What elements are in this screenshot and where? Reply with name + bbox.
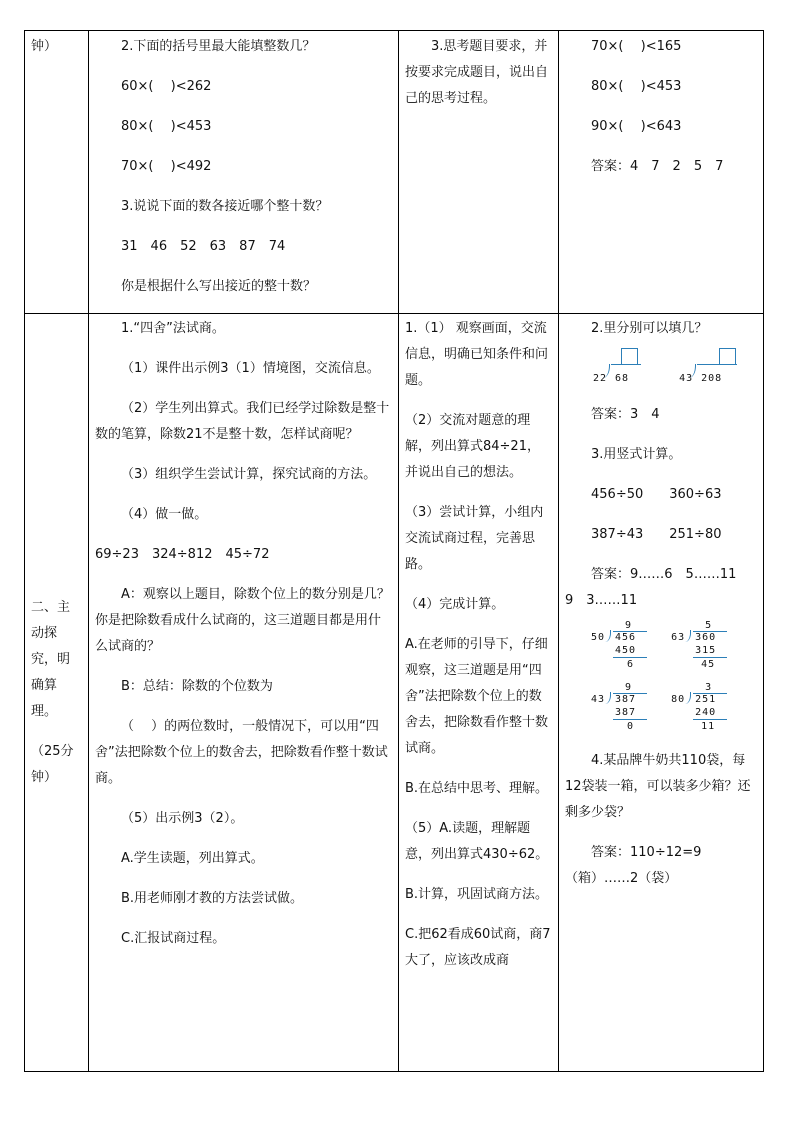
student-paragraph: C.把62看成60试商，商7大了，应该改成商 xyxy=(405,927,551,968)
dividend: 360 xyxy=(695,632,717,643)
quotient: 9 xyxy=(625,620,633,631)
exercise-item: 70×( )<165 xyxy=(591,39,682,54)
division-bar xyxy=(697,364,737,365)
quotient: 3 xyxy=(705,682,713,693)
long-division-2 xyxy=(671,620,747,672)
teacher-paragraph: （1）课件出示例3（1）情境图，交流信息。 xyxy=(121,361,380,376)
teacher-paragraph: （5）出示例3（2）。 xyxy=(121,811,244,826)
division-bracket xyxy=(689,364,696,378)
exercise-answer: 答案：4 7 2 5 7 xyxy=(591,159,724,174)
exercise-cell xyxy=(559,31,764,314)
student-paragraph: A.在老师的引导下，仔细观察，这三道题是用“四舍”法把除数个位上的数舍去，把除数看作整十数试商。 xyxy=(405,637,549,756)
exercise-cell xyxy=(559,314,764,1072)
dividend: 68 xyxy=(615,373,630,384)
division-row xyxy=(591,682,757,744)
exercise-item: 90×( )<643 xyxy=(591,119,682,134)
quotient: 5 xyxy=(705,620,713,631)
student-activity-cell xyxy=(399,31,559,314)
quotient: 9 xyxy=(625,682,633,693)
teacher-paragraph: A：观察以上题目，除数个位上的数分别是几？你是把除数看成什么试商的，这三道题目都是用什么试商的？ xyxy=(95,587,390,654)
q3-title: 3.说说下面的数各接近哪个整十数？ xyxy=(121,199,329,214)
exercise-q3-line: 387÷43 251÷80 xyxy=(591,527,722,542)
divisor: 63 xyxy=(671,632,686,643)
q3-numbers: 31 46 52 63 87 74 xyxy=(121,239,286,254)
long-division-blank-2 xyxy=(679,348,739,392)
student-paragraph: （4）完成计算。 xyxy=(405,597,505,612)
teacher-paragraph: （2）学生列出算式。我们已经学过除数是整十数的笔算，除数21不是整十数，怎样试商呢？ xyxy=(95,401,390,442)
student-paragraph: B.计算，巩固试商方法。 xyxy=(405,887,549,902)
subtraction-line xyxy=(613,719,647,720)
division-bracket xyxy=(605,630,611,642)
long-division-4 xyxy=(671,682,747,734)
student-paragraph: B.在总结中思考、理解。 xyxy=(405,781,549,796)
teacher-paragraph: B.用老师刚才教的方法尝试做。 xyxy=(121,891,304,906)
exercise-q3-line: 456÷50 360÷63 xyxy=(591,487,722,502)
stage-text: 钟） xyxy=(31,39,58,54)
stage-title: 二、主动探究，明确算理。 xyxy=(31,599,71,719)
remainder: 11 xyxy=(701,721,716,732)
division-row xyxy=(591,620,757,682)
exercise-q2-answer: 答案：3 4 xyxy=(591,407,660,422)
student-paragraph: （5）A.读题，理解题意，列出算式430÷62。 xyxy=(405,821,549,862)
exercise-item: 80×( )<453 xyxy=(591,79,682,94)
teacher-paragraph: 1.“四舍”法试商。 xyxy=(121,321,225,336)
teacher-paragraph: A.学生读题，列出算式。 xyxy=(121,851,264,866)
subtrahend: 315 xyxy=(695,645,717,656)
division-bracket xyxy=(685,692,691,704)
divisor: 43 xyxy=(679,373,694,384)
teacher-paragraph: 69÷23 324÷812 45÷72 xyxy=(95,547,270,562)
table-row xyxy=(25,31,764,314)
division-bracket xyxy=(605,692,611,704)
divisor: 50 xyxy=(591,632,606,643)
divisor: 22 xyxy=(593,373,608,384)
long-division-blank-1 xyxy=(593,348,653,392)
q2-title: 2.下面的括号里最大能填整数几？ xyxy=(121,39,316,54)
table-row xyxy=(25,314,764,1072)
division-bracket xyxy=(685,630,691,642)
q2-item: 70×( )<492 xyxy=(121,159,212,174)
teacher-paragraph: （3）组织学生尝试计算，探究试商的方法。 xyxy=(121,467,377,482)
subtraction-line xyxy=(693,657,727,658)
student-activity-cell xyxy=(399,314,559,1072)
divisor: 80 xyxy=(671,694,686,705)
exercise-q4: 4.某品牌牛奶共110袋，每12袋装一箱，可以装多少箱？还剩多少袋？ xyxy=(565,753,751,820)
blank-box xyxy=(719,348,736,365)
long-division-blanks xyxy=(565,348,757,402)
remainder: 6 xyxy=(627,659,635,670)
subtraction-line xyxy=(693,719,727,720)
exercise-q2: 2.里分别可以填几？ xyxy=(591,321,708,336)
teacher-paragraph: （4）做一做。 xyxy=(121,507,208,522)
exercise-q3-answer: 答案：9……6 5……11 9 3……11 xyxy=(565,567,750,608)
subtrahend: 450 xyxy=(615,645,637,656)
student-paragraph: （3）尝试计算，小组内交流试商过程，完善思路。 xyxy=(405,505,544,572)
exercise-q4-answer: 答案：110÷12=9（箱）……2（袋） xyxy=(565,845,702,886)
long-division-1 xyxy=(591,620,667,672)
student-text: 3.思考题目要求，并按要求完成题目，说出自己的思考过程。 xyxy=(405,39,549,106)
stage-cell xyxy=(25,314,89,1072)
divisor: 43 xyxy=(591,694,606,705)
subtrahend: 387 xyxy=(615,707,637,718)
stage-time: （25分钟） xyxy=(31,743,74,785)
lesson-plan-table xyxy=(24,30,764,1072)
remainder: 0 xyxy=(627,721,635,732)
dividend: 251 xyxy=(695,694,717,705)
long-division-worked xyxy=(565,620,757,744)
teacher-paragraph: B：总结：除数的个位数为 xyxy=(121,679,273,694)
q2-item: 80×( )<453 xyxy=(121,119,212,134)
student-paragraph: （2）交流对题意的理解，列出算式84÷21，并说出自己的想法。 xyxy=(405,413,540,480)
student-paragraph: 1.（1） 观察画面，交流信息，明确已知条件和问题。 xyxy=(405,321,549,388)
teacher-activity-cell xyxy=(89,314,399,1072)
exercise-q3: 3.用竖式计算。 xyxy=(591,447,682,462)
dividend: 387 xyxy=(615,694,637,705)
q3-question: 你是根据什么写出接近的整十数？ xyxy=(121,279,317,294)
division-bar xyxy=(611,364,641,365)
subtraction-line xyxy=(613,657,647,658)
teacher-activity-cell xyxy=(89,31,399,314)
division-bracket xyxy=(603,364,610,378)
long-division-3 xyxy=(591,682,667,734)
subtrahend: 240 xyxy=(695,707,717,718)
dividend: 208 xyxy=(701,373,723,384)
teacher-paragraph: （ ）的两位数时，一般情况下，可以用“四舍”法把除数个位上的数舍去，把除数看作整十数试商。 xyxy=(95,719,388,786)
teacher-paragraph: C.汇报试商过程。 xyxy=(121,931,226,946)
q2-item: 60×( )<262 xyxy=(121,79,212,94)
remainder: 45 xyxy=(701,659,716,670)
blank-box xyxy=(621,348,638,365)
dividend: 456 xyxy=(615,632,637,643)
stage-cell xyxy=(25,31,89,314)
